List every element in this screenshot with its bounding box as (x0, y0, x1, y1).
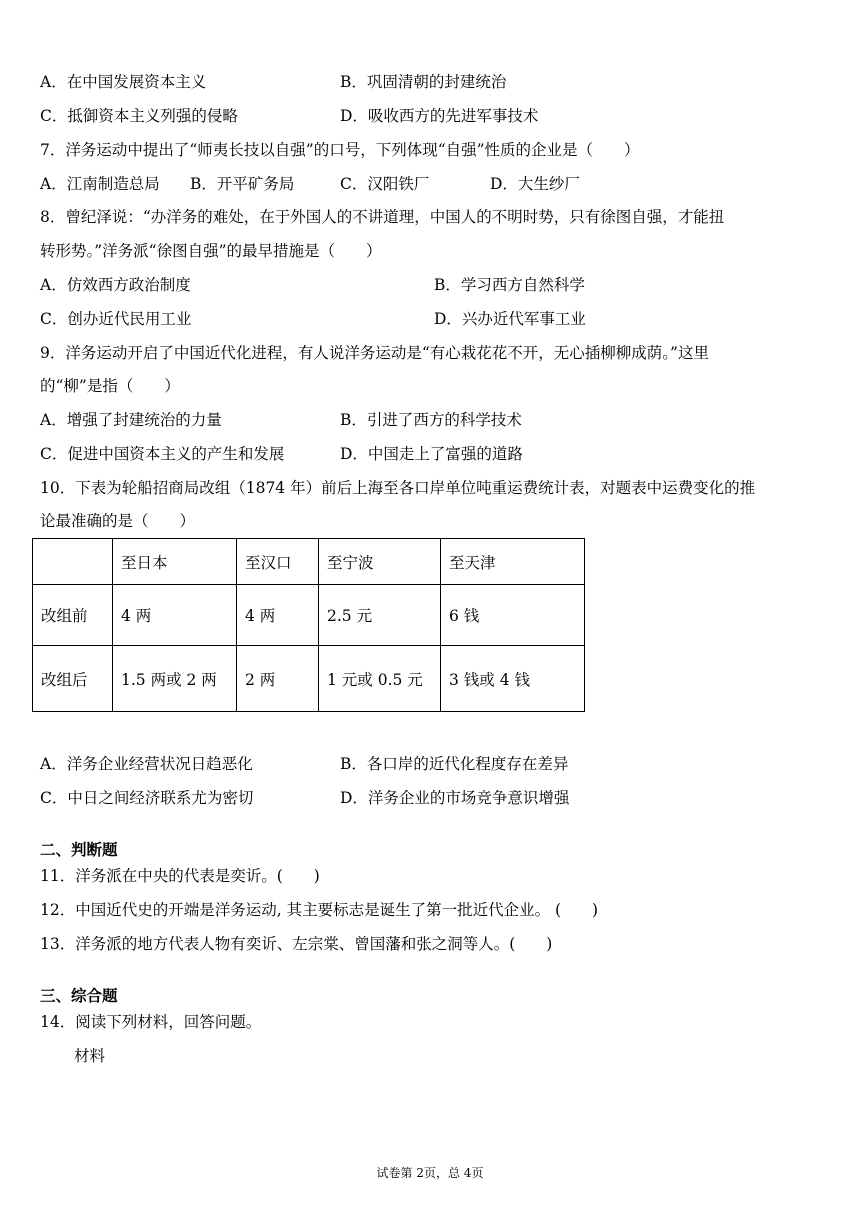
q13: 13．洋务派的地方代表人物有奕䜣、左宗棠、曾国藩和张之洞等人。( ) (40, 935, 553, 953)
table-header-cell (33, 539, 113, 585)
q8-stem-line2: 转形势。”洋务派“徐图自强”的最早措施是（ ） (40, 242, 382, 260)
table-cell: 改组前 (33, 585, 113, 646)
table-header-cell: 至宁波 (319, 539, 441, 585)
q10-stem-line1: 10．下表为轮船招商局改组（1874 年）前后上海至各口岸单位吨重运费统计表，对题表中运费变化的推 (40, 479, 756, 497)
q7-option-d: D．大生纱厂 (490, 175, 580, 193)
q7-option-c: C．汉阳铁厂 (340, 175, 430, 193)
table-header-row (33, 539, 585, 585)
table-cell: 4 两 (237, 585, 319, 646)
q8-option-c: C．创办近代民用工业 (40, 310, 192, 328)
table-cell: 6 钱 (441, 585, 585, 646)
q9-option-b: B．引进了西方的科学技术 (340, 411, 522, 429)
table-cell: 3 钱或 4 钱 (441, 646, 585, 712)
section-2-title: 二、判断题 (40, 840, 118, 859)
q6-option-a: A．在中国发展资本主义 (40, 73, 207, 91)
table-header-cell: 至天津 (441, 539, 585, 585)
table-cell: 1 元或 0.5 元 (319, 646, 441, 712)
q10-stem-line2: 论最准确的是（ ） (40, 512, 196, 530)
q14-material-label: 材料 (74, 1047, 106, 1065)
q8-option-b: B．学习西方自然科学 (434, 276, 585, 294)
freight-table (32, 538, 585, 712)
page-footer: 试卷第 2页，总 4页 (376, 1166, 484, 1180)
table-cell: 4 两 (113, 585, 237, 646)
q8-option-a: A．仿效西方政治制度 (40, 276, 191, 294)
table-cell: 2.5 元 (319, 585, 441, 646)
q8-stem-line1: 8．曾纪泽说：“办洋务的难处，在于外国人的不讲道理，中国人的不明时势，只有徐图自强，才能扭 (40, 208, 725, 226)
table-cell: 2 两 (237, 646, 319, 712)
q6-option-d: D．吸收西方的先进军事技术 (340, 107, 539, 125)
q6-option-c: C．抵御资本主义列强的侵略 (40, 107, 238, 125)
table-header-cell: 至日本 (113, 539, 237, 585)
table-row (33, 585, 585, 646)
q7-option-a: A．江南制造总局 (40, 175, 160, 193)
q7-stem: 7．洋务运动中提出了“师夷长技以自强”的口号，下列体现“自强”性质的企业是（ ） (40, 141, 640, 159)
table-row (33, 646, 585, 712)
table-header-cell: 至汉口 (237, 539, 319, 585)
q10-option-b: B．各口岸的近代化程度存在差异 (340, 755, 569, 773)
table-cell: 改组后 (33, 646, 113, 712)
q10-option-d: D．洋务企业的市场竞争意识增强 (340, 789, 570, 807)
q9-option-c: C．促进中国资本主义的产生和发展 (40, 445, 285, 463)
q11: 11．洋务派在中央的代表是奕䜣。( ) (40, 867, 320, 885)
q6-option-b: B．巩固清朝的封建统治 (340, 73, 507, 91)
q7-option-b: B．开平矿务局 (190, 175, 295, 193)
q9-stem-line2: 的“柳”是指（ ） (40, 377, 180, 395)
q12: 12．中国近代史的开端是洋务运动, 其主要标志是诞生了第一批近代企业。 ( ) (40, 901, 599, 919)
q10-option-c: C．中日之间经济联系尤为密切 (40, 789, 254, 807)
table-cell: 1.5 两或 2 两 (113, 646, 237, 712)
section-3-title: 三、综合题 (40, 986, 118, 1005)
q9-stem-line1: 9．洋务运动开启了中国近代化进程，有人说洋务运动是“有心栽花花不开，无心插柳柳成荫。”这里 (40, 344, 709, 362)
q8-option-d: D．兴办近代军事工业 (434, 310, 586, 328)
q9-option-d: D．中国走上了富强的道路 (340, 445, 523, 463)
q10-option-a: A．洋务企业经营状况日趋恶化 (40, 755, 253, 773)
q14-stem: 14．阅读下列材料，回答问题。 (40, 1013, 262, 1031)
q9-option-a: A．增强了封建统治的力量 (40, 411, 222, 429)
